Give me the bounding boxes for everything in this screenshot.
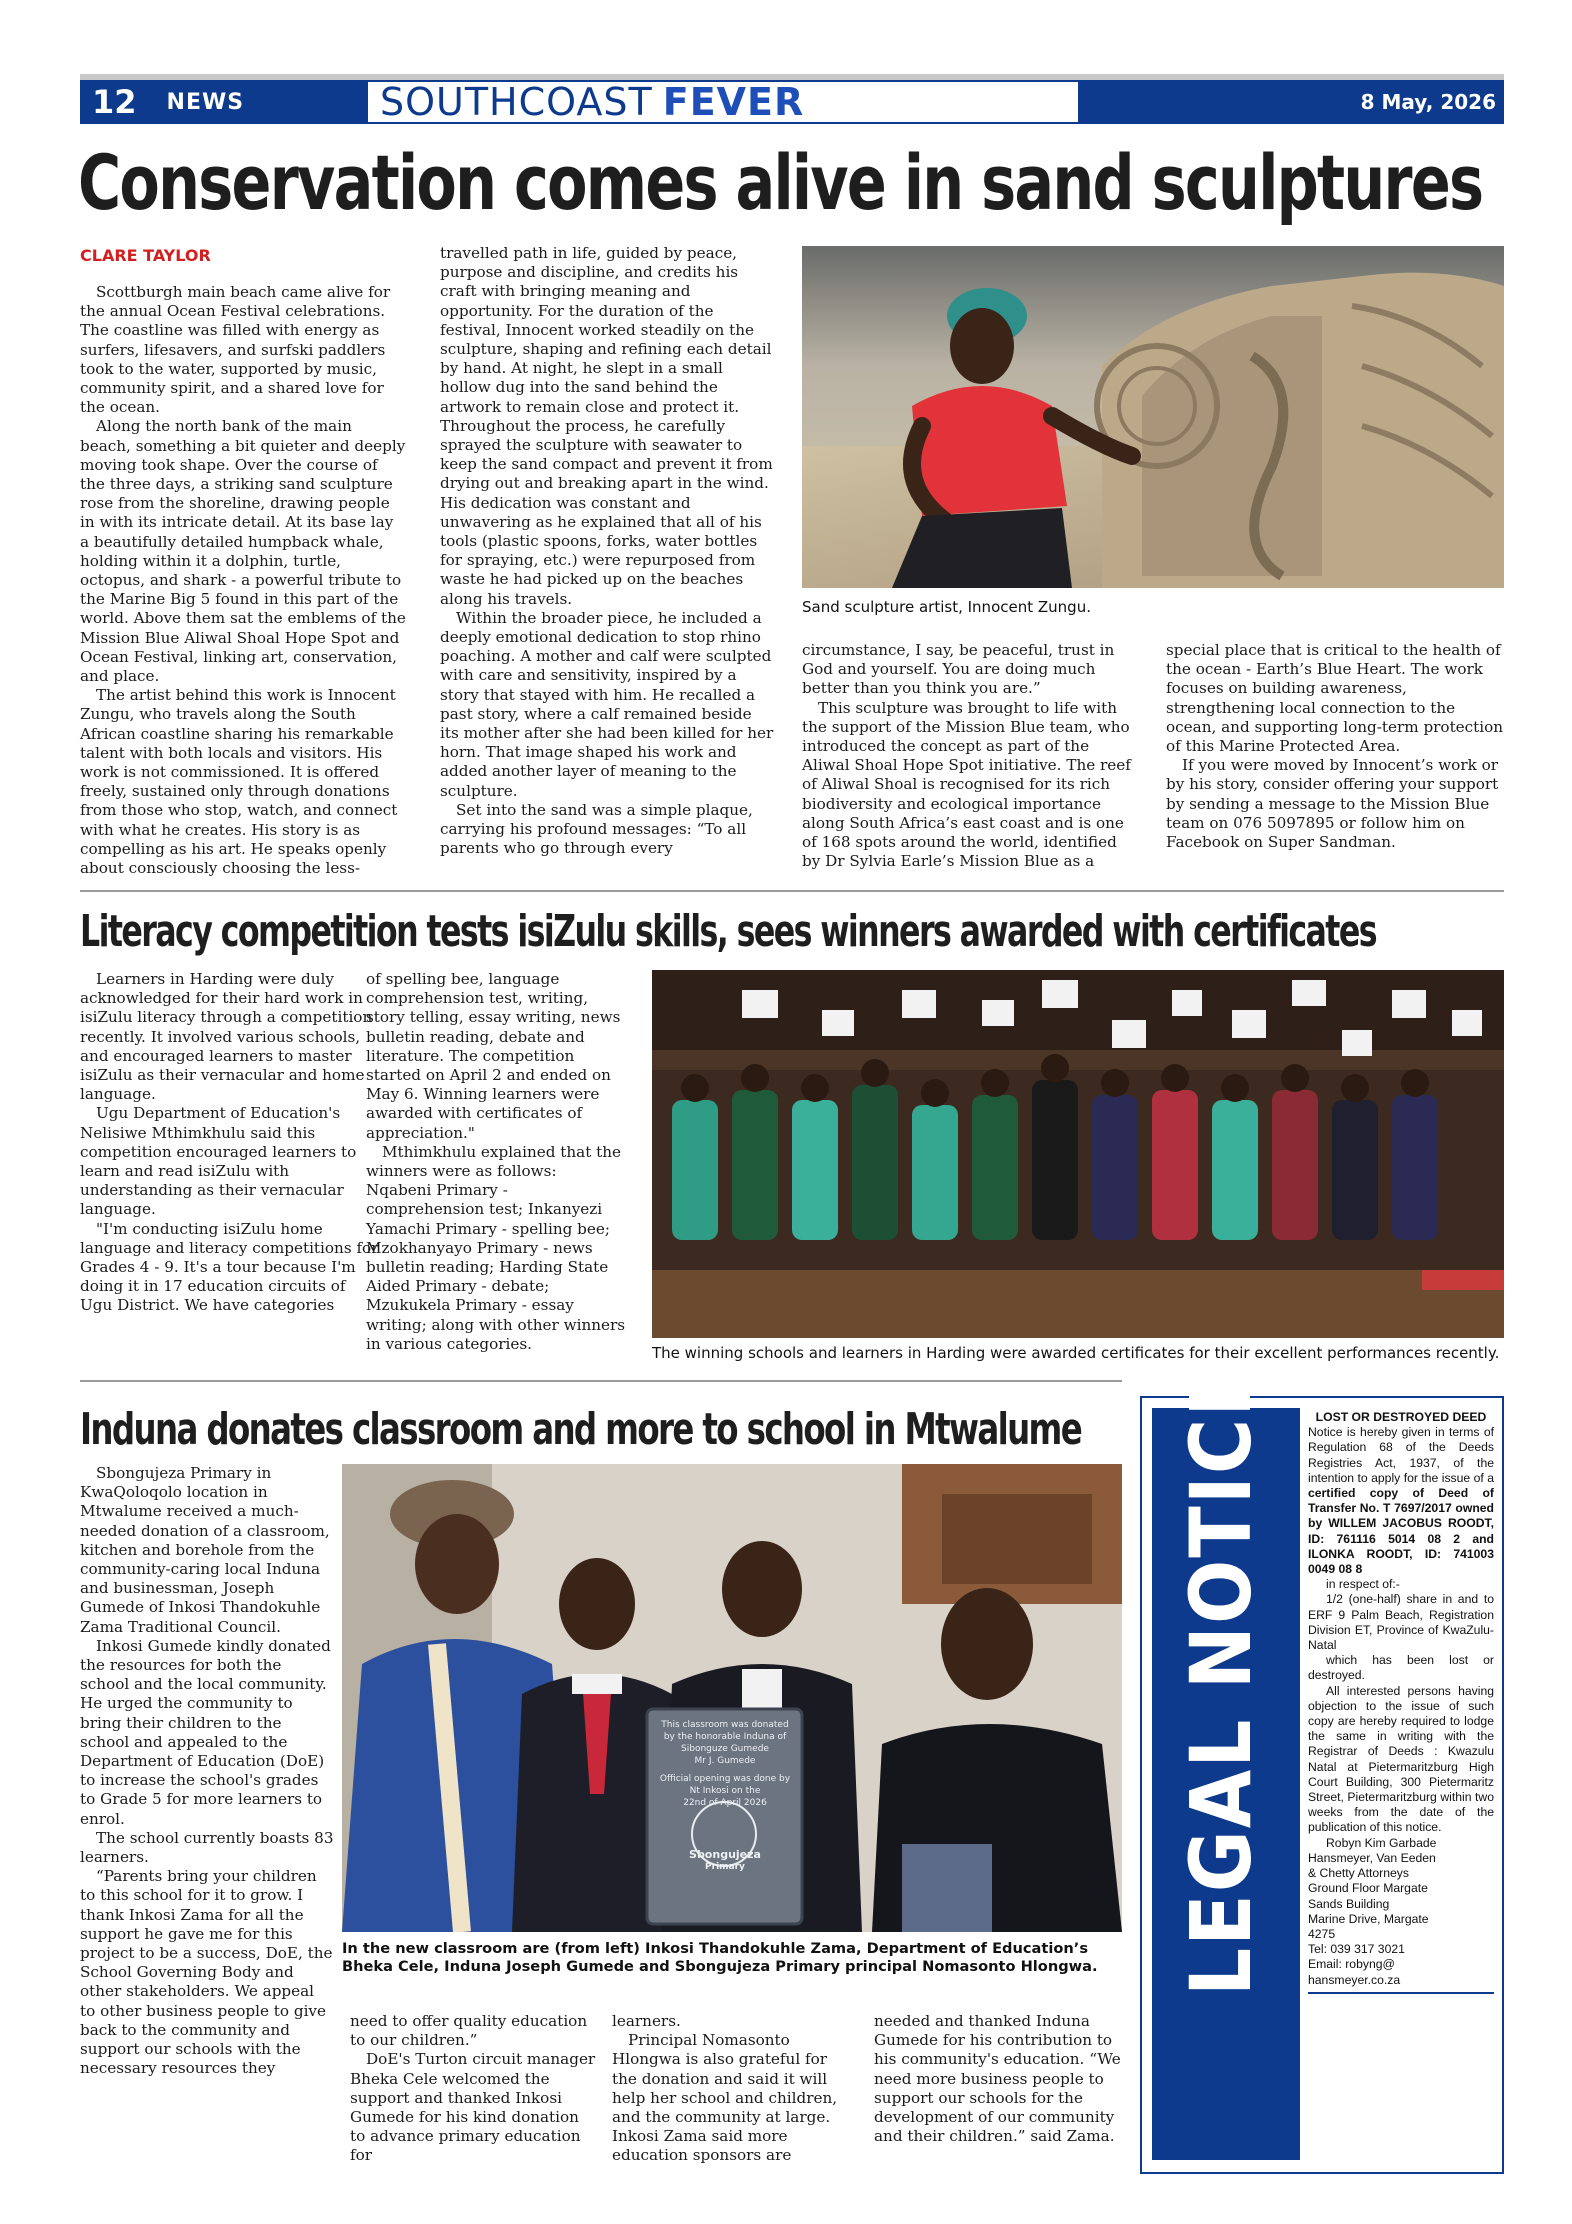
legal-firm-line: 4275: [1308, 1926, 1336, 1941]
section-divider: [80, 890, 1504, 892]
section-label: NEWS: [166, 89, 245, 115]
legal-intro-text: Notice is hereby given in terms of Regulation 68 of the Deeds Registries Act, 1937, of the intention to apply for the issue of a: [1308, 1425, 1494, 1485]
legal-lost: which has been lost or destroyed.: [1308, 1653, 1494, 1683]
story1-column-4: [1166, 641, 1504, 852]
paragraph: Sbongujeza Primary in KwaQoloqolo location in Mtwalume received a much-needed donation of a classroom, kitchen and borehole from the community-caring local Induna and businessman, Joseph Gumede of Inkosi Thandokuhle Zama Traditional Council.: [80, 1464, 330, 1636]
publication-title-bold: FEVER: [662, 80, 805, 124]
publication-title-light: SOUTHCOAST: [380, 80, 653, 124]
story2-column-2: [366, 970, 626, 1354]
paragraph: Scottburgh main beach came alive for the annual Ocean Festival celebrations. The coastline was filled with energy as surfers, lifesavers, and surfski paddlers took to the water, supported by music, community spirit, and a shared love for the ocean.: [80, 283, 391, 417]
photo-caption-learners: The winning schools and learners in Harding were awarded certificates for their excellent performances recently.: [652, 1344, 1500, 1362]
paragraph: Mthimkhulu explained that the winners were as follows: Nqabeni Primary - comprehension test; Inkanyezi Yamachi Primary - spelling bee; Mzokhanyayo Primary - news bulletin reading; Harding State Aided Primary - debate; Mzukukela Primary - essay writing; along with other winners in various categories.: [366, 1142, 626, 1353]
paragraph: DoE's Turton circuit manager Bheka Cele welcomed the support and thanked Inkosi Gumede for his kind donation to advance primary education for: [350, 2050, 596, 2165]
paragraph: circumstance, I say, be peaceful, trust in God and yourself. You are doing much better than you think you are.”: [802, 641, 1115, 698]
legal-notice-text: [1308, 1410, 1494, 1994]
story3-column-4: [874, 2012, 1122, 2146]
plaque-line: by the honorable Induna of: [663, 1732, 787, 1742]
legal-firm-line: Ground Floor Margate: [1308, 1881, 1428, 1896]
paragraph: If you were moved by Innocent’s work or by his story, consider offering your support by sending a message to the Mission Blue team on 076 5097895 or follow him on Facebook on Super Sandman.: [1166, 756, 1499, 852]
headline-induna: Induna donates classroom and more to school in Mtwalume: [80, 1404, 1082, 1455]
legal-firm-line: Hansmeyer, Van Eeden: [1308, 1850, 1436, 1865]
paragraph: learners.: [612, 2012, 681, 2030]
paragraph: needed and thanked Induna Gumede for his contribution to his community's education. “We need more business people to support our schools for the development of our community and their children.” said Zama.: [874, 2012, 1121, 2146]
plaque-text: [652, 1719, 798, 1873]
plaque-line: Primary: [705, 1862, 745, 1872]
photo-sand-sculpture: [802, 246, 1504, 588]
plaque-line: Nt Inkosi on the: [689, 1786, 761, 1796]
byline: CLARE TAYLOR: [80, 246, 211, 265]
paragraph: "I'm conducting isiZulu home language and literacy competitions for Grades 4 - 9. It's a tour because I'm doing it in 17 education circuits of Ugu District. We have categories: [80, 1219, 379, 1315]
paragraph: Set into the sand was a simple plaque, carrying his profound messages: “To all parents who go through every: [440, 800, 753, 858]
paragraph: Along the north bank of the main beach, something a bit quieter and deeply moving took shape. Over the course of the three days, a striking sand sculpture rose from the shoreline, drawing people in with its intricate detail. At its base lay a beautifully detailed humpback whale, holding within it a dolphin, turtle, octopus, and shark - a powerful tribute to the Marine Big 5 found in this part of the world. Above them sat the emblems of the Mission Blue Aliwal Shoal Hope Spot and Ocean Festival, linking art, conservation, and place.: [80, 417, 406, 686]
paragraph: “Parents bring your children to this school for it to grow. I thank Inkosi Zama for all the support he gave me for this project to be a success, DoE, the School Governing Body and other stakeholders. We appeal to other business people to give back to the community and support our schools with the necessary resources they: [80, 1867, 333, 2078]
legal-property: 1/2 (one-half) share in and to ERF 9 Palm Beach, Registration Division ET, Province of KwaZulu-Natal: [1308, 1592, 1494, 1653]
harding-learners-image: [652, 970, 1504, 1338]
paragraph: This sculpture was brought to life with the support of the Mission Blue team, who introduced the concept as part of the Aliwal Shoal Hope Spot initiative. The reef of Aliwal Shoal is recognised for its rich biodiversity and ecological importance along South Africa’s east coast and is one of 168 spots around the world, identified by Dr Sylvia Earle’s Mission Blue as a: [802, 698, 1131, 871]
story3-column-1: [80, 1464, 334, 2079]
paragraph: Learners in Harding were duly acknowledged for their hard work in isiZulu literacy through a competition recently. It involved various schools, and encouraged learners to master isiZulu as their vernacular and home language.: [80, 970, 373, 1104]
story3-column-2: [350, 2012, 598, 2166]
legal-firm-line: Tel: 039 317 3021: [1308, 1942, 1405, 1957]
legal-notice-label: [1166, 1696, 1276, 1996]
paragraph: The artist behind this work is Innocent Zungu, who travels along the South African coastline sharing his remarkable talent with both locals and visitors. His work is not commissioned. It is offered freely, sustained only through donations from those who stop, watch, and connect with what he creates. His story is as compelling as his art. He speaks openly about consciously choosing the less-: [80, 686, 398, 878]
issue-date-text: 8 May, 2026: [1360, 90, 1496, 114]
paragraph: Ugu Department of Education's Nelisiwe Mthimkhulu said this competition encouraged learners to learn and read isiZulu with understanding as their vernacular language.: [80, 1104, 357, 1219]
legal-bottom-rule: [1308, 1992, 1494, 1994]
legal-firm-line: Marine Drive, Margate: [1308, 1911, 1429, 1926]
legal-notice-title: LOST OR DESTROYED DEED: [1315, 1410, 1487, 1424]
legal-deed-details: certified copy of Deed of Transfer No. T 7697/2017 owned by WILLEM JACOBUS ROODT, ID: 761116 5014 08 2 and ILONKA ROODT, ID: 741003 0049 08 8: [1308, 1486, 1494, 1577]
paragraph: travelled path in life, guided by peace, purpose and discipline, and credits his craft with bringing meaning and opportunity. For the duration of the festival, Innocent worked steadily on the sculpture, shaping and refining each detail by hand. At night, he slept in a small hollow dug into the sand behind the artwork to remain close and protect it. Throughout the process, he carefully sprayed the sculpture with seawater to keep the sand compact and prevent it from drying out and breaking apart in the wind. His dedication was constant and unwavering as he explained that all of his tools (plastic spoons, forks, water bottles for spraying, etc.) were repurposed from waste he had picked up on the beaches along his travels.: [440, 244, 773, 608]
legal-firm-line: & Chetty Attorneys: [1308, 1866, 1409, 1881]
plaque-line: Mr J. Gumede: [694, 1756, 756, 1766]
legal-firm-line: Email: robyng@: [1308, 1957, 1395, 1972]
legal-firm-line: Sands Building: [1308, 1896, 1390, 1911]
legal-notice-intro: [1308, 1425, 1494, 1577]
plaque-line: This classroom was donated: [661, 1720, 789, 1730]
paragraph: of spelling bee, language comprehension test, writing, story telling, essay writing, news bulletin reading, debate and literature. The competition started on April 2 and ended on May 6. Winning learners were awarded with certificates of appreciation.": [366, 970, 621, 1142]
paragraph: need to offer quality education to our children.”: [350, 2012, 588, 2050]
story1-column-1: [80, 283, 406, 878]
masthead: [80, 80, 1504, 124]
story1-column-2: [440, 244, 774, 859]
paragraph: Principal Nomasonto Hlongwa is also grateful for the donation and said it will help her school and children, and the community at large. Inkosi Zama said more education sponsors are: [612, 2031, 838, 2165]
story2-column-1: [80, 970, 380, 1316]
plaque-line: Official opening was done by: [659, 1774, 791, 1784]
legal-respect: in respect of:-: [1326, 1577, 1400, 1592]
plaque-line: 22nd of April 2026: [683, 1798, 767, 1808]
story1-column-3: [802, 641, 1136, 871]
plaque-line: Sibonguze Gumede: [681, 1744, 769, 1754]
headline-conservation: Conservation comes alive in sand sculptures: [78, 138, 1483, 227]
paragraph: Within the broader piece, he included a deeply emotional dedication to stop rhino poaching. A mother and calf were sculpted with care and sensitivity, inspired by a story that stayed with him. He recalled a past story, where a calf remained beside its mother after she had been killed for her horn. That image shaped his work and added another layer of meaning to the sculpture.: [440, 608, 774, 800]
paragraph: Inkosi Gumede kindly donated the resources for both the school and the local community. He urged the community to bring their children to the school and appealed to the Department of Education (DoE) to increase the school's grades to Grade 5 for more learners to enrol.: [80, 1636, 331, 1828]
section-divider: [80, 1380, 1122, 1382]
paragraph: The school currently boasts 83 learners.: [80, 1828, 334, 1867]
photo-harding-learners: [652, 970, 1504, 1338]
photo-caption-induna: In the new classroom are (from left) Inkosi Thandokuhle Zama, Department of Education’s Bheka Cele, Induna Joseph Gumede and Sbongujeza Primary principal Nomasonto Hlongwa.: [342, 1940, 1098, 1975]
page-number: 12: [92, 83, 137, 121]
publication-title: [368, 80, 1078, 124]
photo-caption-sand-sculpture: Sand sculpture artist, Innocent Zungu.: [802, 598, 1091, 616]
masthead-left-block: [80, 80, 368, 124]
legal-signatory: Robyn Kim Garbade: [1326, 1835, 1437, 1850]
legal-firm-line: hansmeyer.co.za: [1308, 1972, 1401, 1987]
plaque-line: Sbongujeza: [689, 1848, 761, 1861]
story3-column-3: [612, 2012, 854, 2166]
photo-induna-donation: [342, 1464, 1122, 1932]
issue-date: [1078, 80, 1504, 124]
paragraph: special place that is critical to the health of the ocean - Earth’s Blue Heart. The work focuses on building awareness, strengthening local connection to the ocean, and supporting long-term protection of this Marine Protected Area.: [1166, 641, 1504, 756]
sand-sculpture-image: [802, 246, 1504, 588]
headline-literacy: Literacy competition tests isiZulu skills, sees winners awarded with certificates: [80, 906, 1376, 957]
legal-objection: All interested persons having objection to the issue of such copy are hereby required to lodge the same in writing with the Registrar of Deeds : Kwazulu Natal at Pietermaritzburg High Court Building, 300 Pietermaritz Street, Pietermaritzburg within two weeks from the date of the publication of this notice.: [1308, 1683, 1494, 1835]
